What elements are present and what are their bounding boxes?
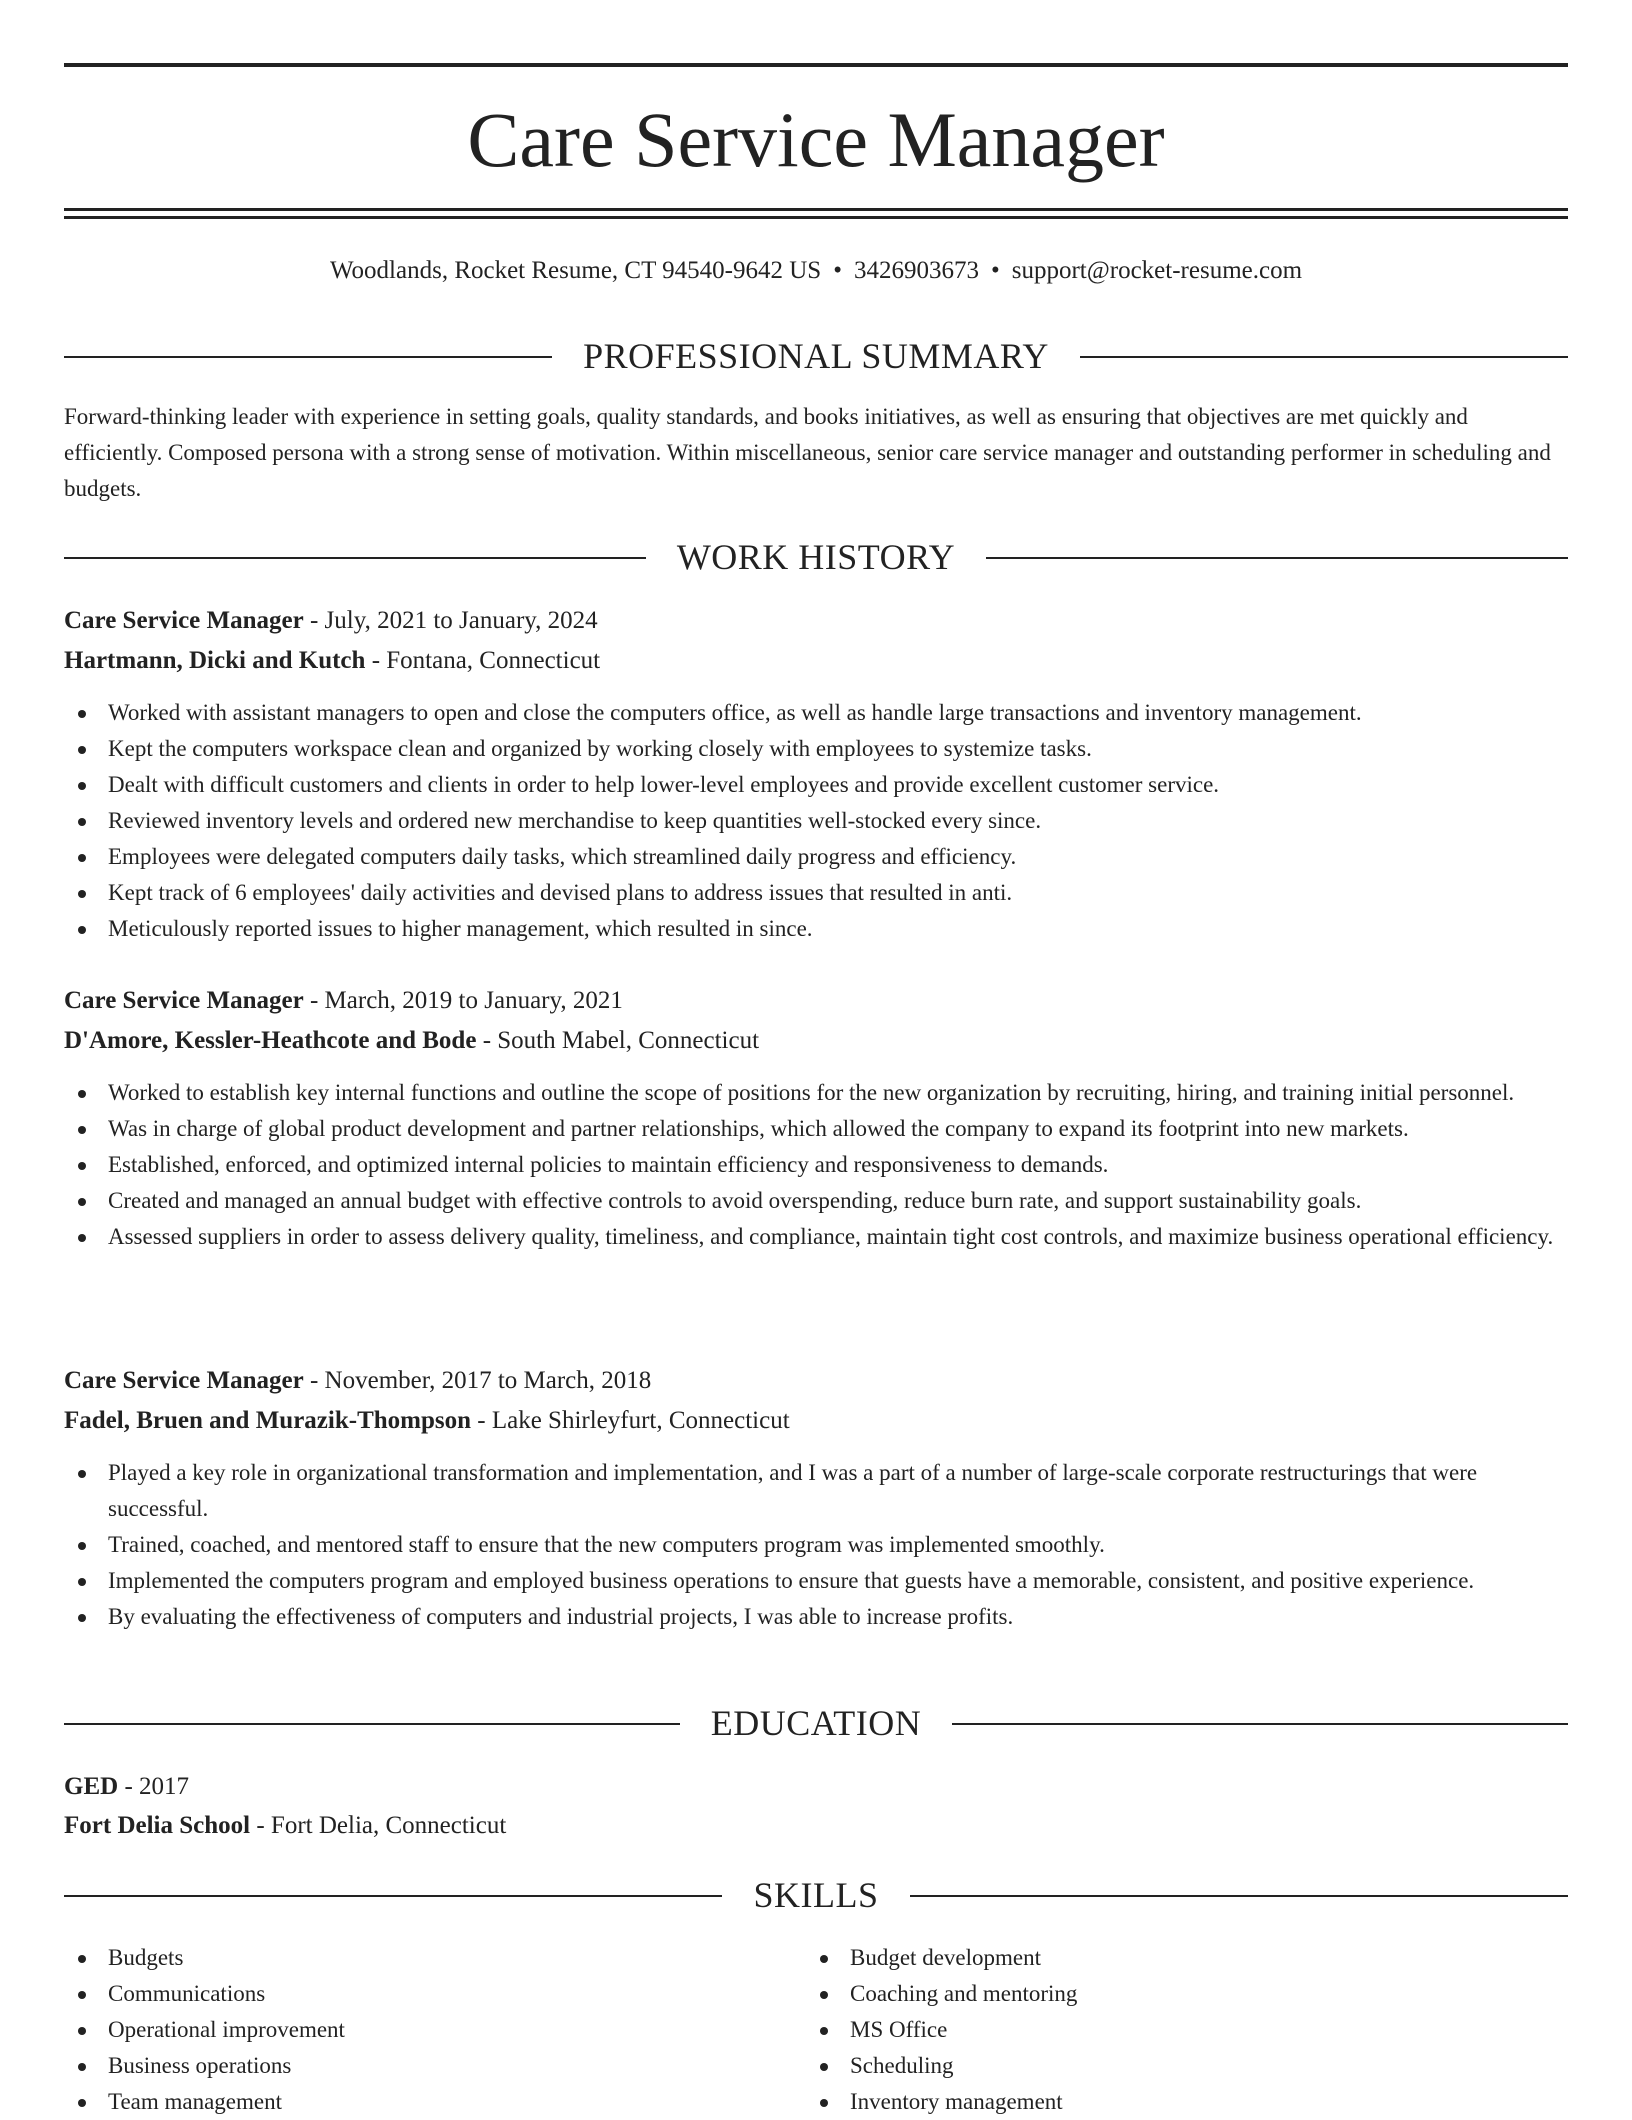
job-dates: - July, 2021 to January, 2024 — [303, 607, 598, 634]
list-item: Worked to establish key internal functions and outline the scope of positions for the new organization by recruiting, hiring, and training initial personnel. — [64, 1075, 1568, 1111]
job-role: Care Service Manager — [64, 607, 304, 634]
top-rule — [64, 63, 1568, 67]
school-line — [64, 1808, 1568, 1844]
job-title-line — [64, 1363, 1568, 1399]
job-role: Care Service Manager — [64, 987, 304, 1014]
resume-name: Care Service Manager — [467, 96, 1165, 183]
list-item: Dealt with difficult customers and clients in order to help lower-level employees and provide excellent customer service. — [64, 767, 1568, 803]
list-item: By evaluating the effectiveness of computers and industrial projects, I was able to increase profits. — [64, 1599, 1568, 1635]
skill-item: MS Office — [806, 2012, 1506, 2048]
list-item: Meticulously reported issues to higher management, which resulted in since. — [64, 911, 1568, 947]
job-company-line — [64, 1023, 1568, 1059]
job-company: Hartmann, Dicki and Kutch — [64, 647, 366, 674]
skill-item: Business operations — [64, 2048, 764, 2084]
contact-separator: • — [990, 257, 1000, 284]
list-item: Played a key role in organizational transformation and implementation, and I was a part of a number of large-scale corporate restructurings that were successful. — [64, 1455, 1568, 1527]
job-bullets — [64, 695, 1568, 947]
list-item: Employees were delegated computers daily tasks, which streamlined daily progress and efficiency. — [64, 839, 1568, 875]
skill-item: Coaching and mentoring — [806, 1976, 1506, 2012]
job-company: Fadel, Bruen and Murazik-Thompson — [64, 1407, 472, 1434]
job-company: D'Amore, Kessler-Heathcote and Bode — [64, 1027, 477, 1054]
skill-item: Communications — [64, 1976, 764, 2012]
section-heading-work-history — [64, 535, 1568, 579]
list-item: Implemented the computers program and employed business operations to ensure that guests have a memorable, consistent, and positive experience. — [64, 1563, 1568, 1599]
list-item: Reviewed inventory levels and ordered new merchandise to keep quantities well-stocked every since. — [64, 803, 1568, 839]
list-item: Established, enforced, and optimized internal policies to maintain efficiency and responsiveness to demands. — [64, 1147, 1568, 1183]
school-location: - Fort Delia, Connecticut — [250, 1812, 507, 1839]
skill-item: Budget development — [806, 1940, 1506, 1976]
section-heading-skills — [64, 1873, 1568, 1917]
job-location: - South Mabel, Connecticut — [476, 1027, 760, 1054]
job-location: - Lake Shirleyfurt, Connecticut — [471, 1407, 790, 1434]
job-bullets — [64, 1075, 1568, 1255]
section-title: SKILLS — [753, 1875, 879, 1915]
list-item: Kept track of 6 employees' daily activities and devised plans to address issues that resulted in anti. — [64, 875, 1568, 911]
job-title-line — [64, 603, 1568, 639]
skill-item: Inventory management — [806, 2084, 1506, 2120]
contact-line — [64, 254, 1568, 288]
section-title: EDUCATION — [710, 1703, 922, 1743]
skills-list-right — [806, 1940, 1506, 2120]
job-location: - Fontana, Connecticut — [365, 647, 601, 674]
section-heading-education — [64, 1701, 1568, 1745]
skill-item: Scheduling — [806, 2048, 1506, 2084]
list-item: Assessed suppliers in order to assess delivery quality, timeliness, and compliance, maintain tight cost controls, and maximize business operational efficiency. — [64, 1219, 1568, 1255]
job-role: Care Service Manager — [64, 1367, 304, 1394]
summary-text: Forward-thinking leader with experience in setting goals, quality standards, and books initiatives, as well as ensuring that objectives are met quickly and efficiently. Composed persona with a strong sense of motivation. Within miscellaneous, senior care service manager and outstanding performer in scheduling and budgets. — [64, 404, 1551, 501]
list-item: Created and managed an annual budget with effective controls to avoid overspending, reduce burn rate, and support sustainability goals. — [64, 1183, 1568, 1219]
contact-address: Woodlands, Rocket Resume, CT 94540-9642 US — [329, 257, 822, 284]
section-title: WORK HISTORY — [676, 537, 956, 577]
list-item: Worked with assistant managers to open and close the computers office, as well as handle large transactions and inventory management. — [64, 695, 1568, 731]
job-dates: - November, 2017 to March, 2018 — [303, 1367, 652, 1394]
contact-email: support@rocket-resume.com — [1011, 257, 1303, 284]
job-company-line — [64, 643, 1568, 679]
list-item: Was in charge of global product development and partner relationships, which allowed the company to expand its footprint into new markets. — [64, 1111, 1568, 1147]
job-dates: - March, 2019 to January, 2021 — [303, 987, 623, 1014]
list-item: Kept the computers workspace clean and organized by working closely with employees to systemize tasks. — [64, 731, 1568, 767]
skill-item: Budgets — [64, 1940, 764, 1976]
skills-list-left — [64, 1940, 764, 2120]
contact-phone: 3426903673 — [853, 257, 979, 284]
skill-item: Team management — [64, 2084, 764, 2120]
job-bullets — [64, 1455, 1568, 1635]
degree: GED — [64, 1773, 119, 1800]
contact-separator: • — [833, 257, 842, 284]
skill-item: Operational improvement — [64, 2012, 764, 2048]
degree-line — [64, 1769, 1568, 1805]
section-title: PROFESSIONAL SUMMARY — [583, 336, 1049, 376]
section-heading-summary — [64, 334, 1568, 378]
school: Fort Delia School — [64, 1812, 251, 1839]
job-company-line — [64, 1403, 1568, 1439]
job-title-line — [64, 983, 1568, 1019]
degree-year: - 2017 — [118, 1773, 190, 1800]
double-rule-top — [64, 208, 1568, 211]
double-rule-bottom — [64, 216, 1568, 219]
list-item: Trained, coached, and mentored staff to ensure that the new computers program was implemented smoothly. — [64, 1527, 1568, 1563]
